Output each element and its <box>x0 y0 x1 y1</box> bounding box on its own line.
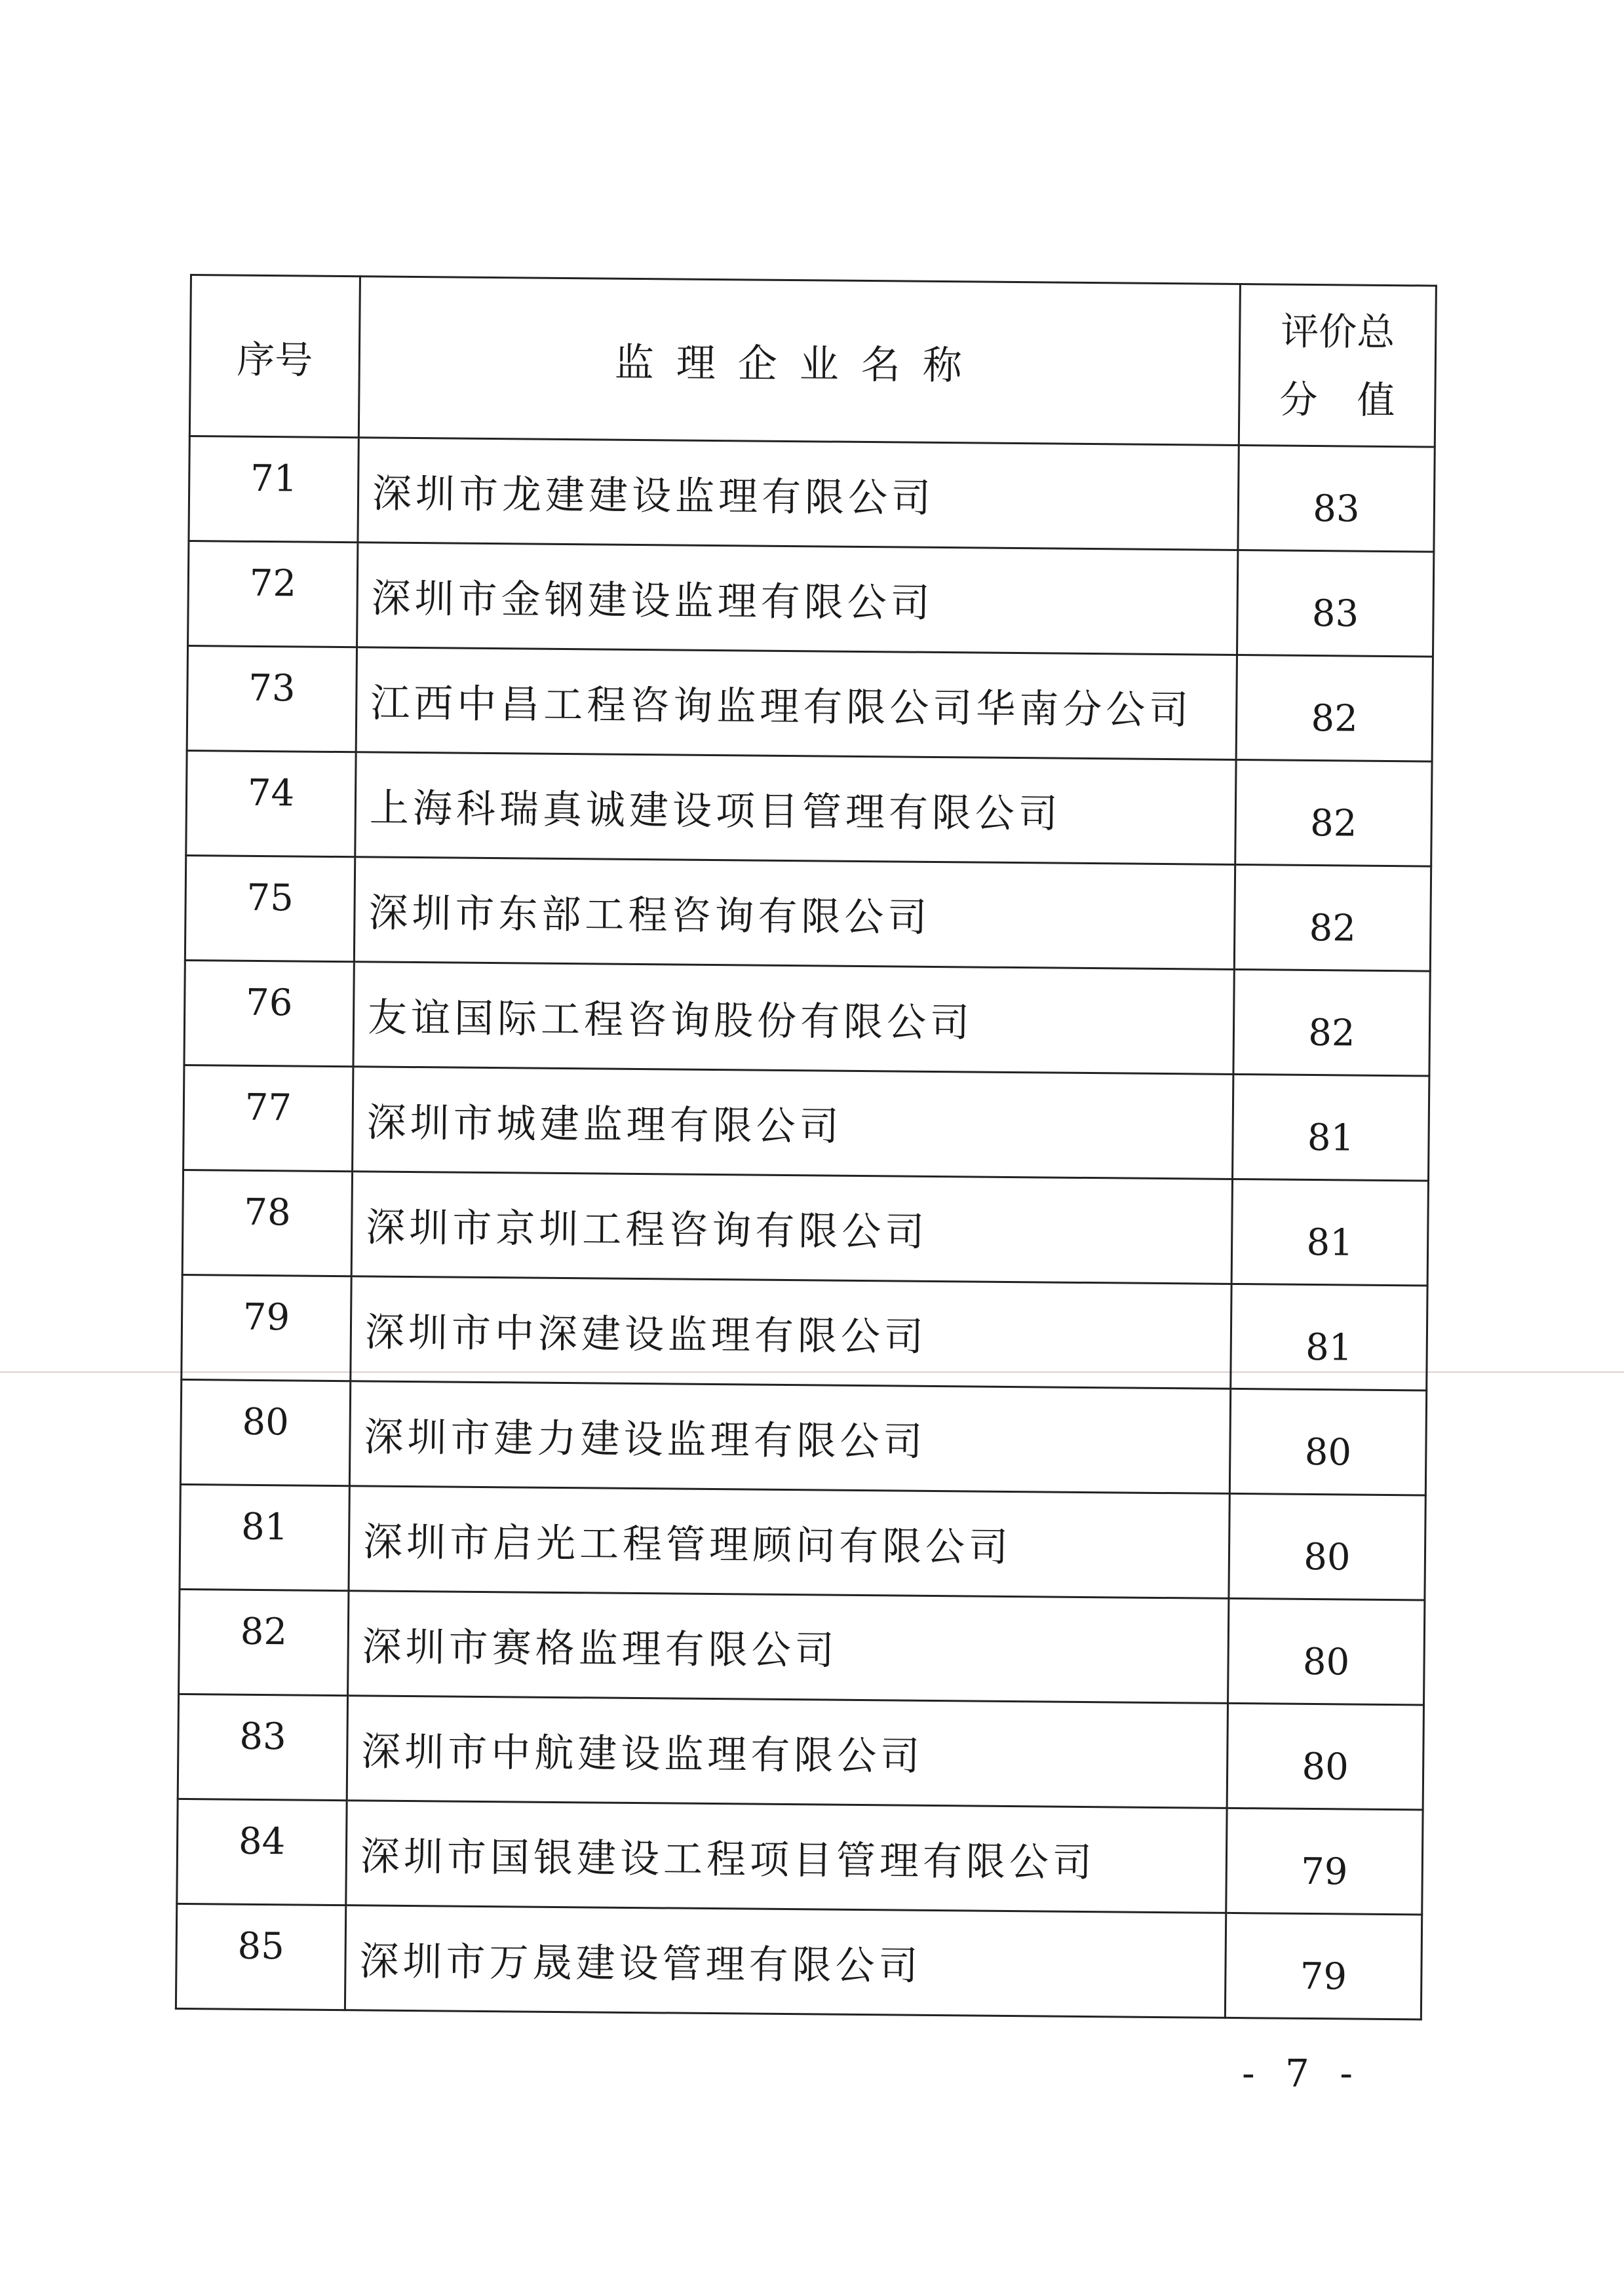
row-seq: 71 <box>189 436 358 543</box>
row-seq: 75 <box>185 855 355 961</box>
row-score: 82 <box>1235 759 1432 866</box>
table-row <box>182 1170 1428 1286</box>
row-score: 79 <box>1226 1808 1423 1915</box>
table-row <box>189 436 1435 552</box>
row-score: 83 <box>1238 445 1435 552</box>
row-score: 80 <box>1227 1703 1423 1810</box>
header-score-line1: 评价总 <box>1280 309 1395 354</box>
row-score: 80 <box>1229 1388 1426 1495</box>
row-company-name: 友谊国际工程咨询股份有限公司 <box>353 962 1234 1075</box>
table-row <box>184 960 1430 1076</box>
row-score: 81 <box>1231 1179 1428 1286</box>
table-row <box>186 750 1432 866</box>
row-company-name: 深圳市国银建设工程项目管理有限公司 <box>346 1801 1227 1913</box>
row-score: 82 <box>1236 655 1433 761</box>
row-score: 81 <box>1233 1074 1429 1181</box>
row-seq: 81 <box>180 1484 349 1590</box>
row-company-name: 深圳市东部工程咨询有限公司 <box>354 857 1235 970</box>
header-score-line2: 分值 <box>1279 377 1435 423</box>
ranking-table <box>175 274 1437 2021</box>
row-company-name: 上海科瑞真诚建设项目管理有限公司 <box>355 752 1236 865</box>
row-company-name: 深圳市龙建建设监理有限公司 <box>358 438 1239 550</box>
row-seq: 73 <box>187 645 357 752</box>
row-score: 79 <box>1225 1913 1421 2019</box>
row-seq: 85 <box>176 1904 345 2010</box>
table-row <box>187 645 1433 761</box>
table-row <box>178 1694 1423 1810</box>
row-seq: 79 <box>182 1274 351 1381</box>
row-seq: 83 <box>178 1694 347 1800</box>
row-score: 82 <box>1234 864 1431 971</box>
row-seq: 78 <box>182 1170 352 1276</box>
table-row <box>182 1274 1427 1390</box>
row-company-name: 深圳市启光工程管理顾问有限公司 <box>349 1486 1229 1599</box>
table-row <box>180 1484 1425 1600</box>
row-seq: 76 <box>184 960 354 1066</box>
row-seq: 80 <box>180 1379 350 1485</box>
table-row <box>185 855 1431 971</box>
row-score: 80 <box>1228 1598 1425 1705</box>
table-row <box>184 1065 1429 1181</box>
row-company-name: 深圳市建力建设监理有限公司 <box>349 1381 1230 1494</box>
row-seq: 84 <box>177 1799 347 1905</box>
row-seq: 77 <box>184 1065 353 1171</box>
table-row <box>177 1799 1423 1915</box>
row-company-name: 深圳市万晟建设管理有限公司 <box>345 1905 1226 2018</box>
row-score: 82 <box>1233 969 1430 1076</box>
row-seq: 72 <box>188 541 358 647</box>
row-company-name: 深圳市城建监理有限公司 <box>353 1067 1233 1179</box>
page-number: - 7 - <box>1242 2051 1362 2095</box>
ranking-table-container <box>175 274 1435 2020</box>
row-score: 80 <box>1229 1493 1425 1600</box>
header-company-name: 监理企业名称 <box>358 277 1240 446</box>
row-company-name: 江西中昌工程咨询监理有限公司华南分公司 <box>356 647 1237 760</box>
row-score: 81 <box>1231 1284 1427 1390</box>
row-company-name: 深圳市金钢建设监理有限公司 <box>357 543 1238 655</box>
row-score: 83 <box>1237 550 1433 657</box>
row-company-name: 深圳市中深建设监理有限公司 <box>351 1276 1231 1389</box>
row-seq: 82 <box>179 1589 349 1695</box>
table-row <box>179 1589 1425 1705</box>
header-score <box>1239 284 1436 447</box>
table-row <box>180 1379 1426 1495</box>
table-header-row <box>189 275 1436 448</box>
row-company-name: 深圳市中航建设监理有限公司 <box>347 1696 1228 1808</box>
table-row <box>188 541 1434 657</box>
row-company-name: 深圳市京圳工程咨询有限公司 <box>351 1172 1232 1284</box>
row-seq: 74 <box>186 750 356 856</box>
header-seq: 序号 <box>189 275 360 438</box>
row-company-name: 深圳市赛格监理有限公司 <box>348 1591 1229 1704</box>
table-row <box>176 1904 1421 2019</box>
